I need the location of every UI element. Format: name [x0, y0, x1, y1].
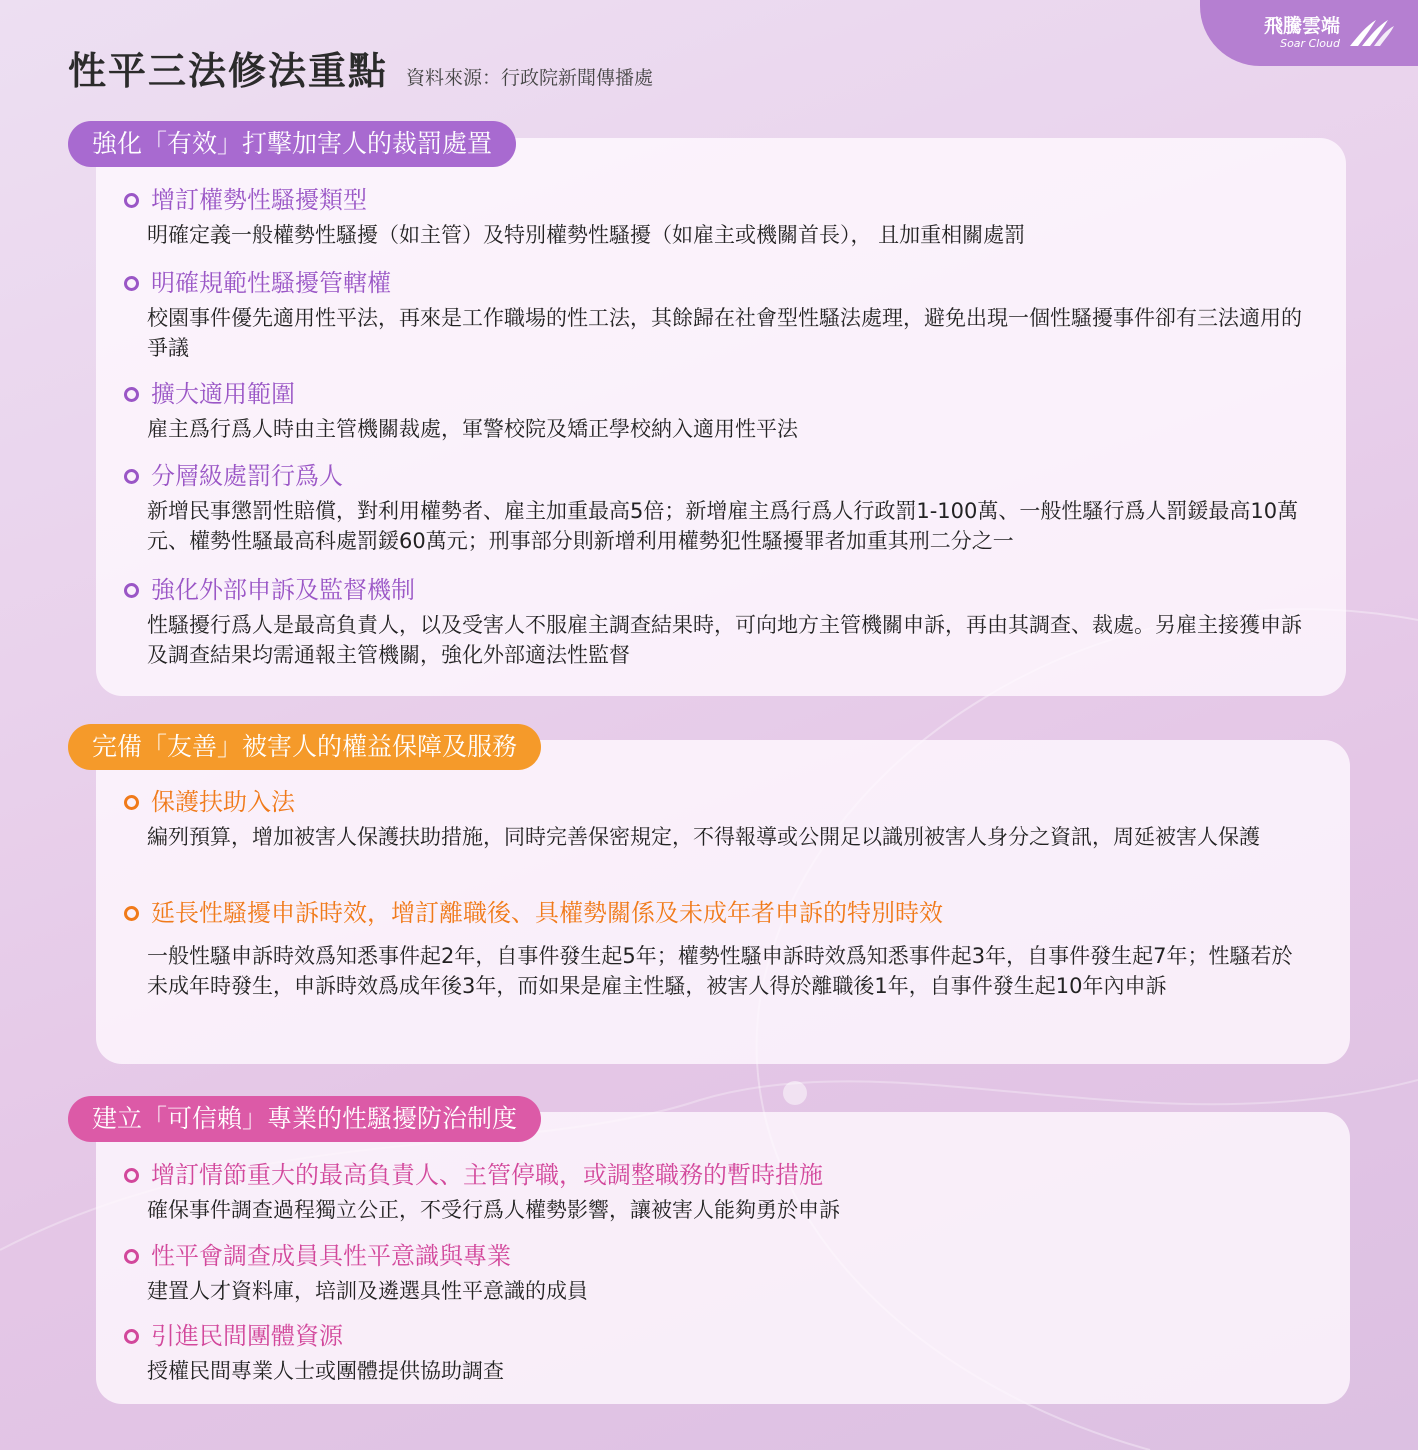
list-item — [124, 378, 1308, 444]
item-body: 新增民事懲罰性賠償，對利用權勢者、雇主加重最高5倍；新增雇主爲行爲人行政罰1-100萬、一般性騷行爲人罰鍰最高10萬元、權勢性騷最高科處罰鍰60萬元；刑事部分則新增利用權勢犯性騷擾罪者加重其刑二分之一 — [147, 499, 1299, 553]
item-heading: 延長性騷擾申訴時效，增訂離職後、具權勢關係及未成年者申訴的特別時效 — [151, 899, 943, 927]
circle-bullet-icon — [124, 469, 139, 484]
item-body: 校園事件優先適用性平法，再來是工作職場的性工法，其餘歸在社會型性騷法處理，避免出現一個性騷擾事件卻有三法適用的爭議 — [147, 306, 1302, 360]
list-item — [124, 1320, 1308, 1386]
list-item — [124, 267, 1308, 363]
circle-bullet-icon — [124, 795, 139, 810]
section-title-1: 強化「有效」打擊加害人的裁罰處置 — [68, 121, 516, 167]
item-body: 授權民間專業人士或團體提供協助調查 — [147, 1359, 504, 1383]
list-item — [124, 1240, 1308, 1306]
logo-sub: Soar Cloud — [1280, 37, 1340, 50]
list-item — [124, 574, 1308, 670]
circle-bullet-icon — [124, 1168, 139, 1183]
logo-name: 飛騰雲端 — [1263, 15, 1340, 37]
circle-bullet-icon — [124, 583, 139, 598]
circle-bullet-icon — [124, 193, 139, 208]
item-body: 雇主爲行爲人時由主管機關裁處，軍警校院及矯正學校納入適用性平法 — [147, 417, 798, 441]
circle-bullet-icon — [124, 1329, 139, 1344]
list-item — [124, 184, 1308, 250]
page-title: 性平三法修法重點 — [68, 49, 389, 93]
item-heading: 增訂權勢性騷擾類型 — [151, 186, 367, 214]
item-body: 編列預算，增加被害人保護扶助措施，同時完善保密規定，不得報導或公開足以識別被害人身分之資訊，周延被害人保護 — [147, 825, 1260, 849]
source-note: 資料來源：行政院新聞傳播處 — [406, 67, 654, 89]
section-title-2: 完備「友善」被害人的權益保障及服務 — [68, 724, 541, 770]
item-heading: 分層級處罰行爲人 — [151, 462, 343, 490]
item-heading: 性平會調查成員具性平意識與專業 — [151, 1242, 511, 1270]
item-heading: 保護扶助入法 — [151, 788, 295, 816]
list-item — [124, 1159, 1308, 1225]
brand-logo — [1200, 0, 1418, 66]
item-body: 一般性騷申訴時效爲知悉事件起2年，自事件發生起5年；權勢性騷申訴時效爲知悉事件起3年，自事件發生起7年；性騷若於未成年時發生，申訴時效爲成年後3年，而如果是雇主性騷，被害人得於離職後1年，自事件發生起10年內申訴 — [147, 944, 1293, 998]
item-body: 性騷擾行爲人是最高負責人，以及受害人不服雇主調查結果時，可向地方主管機關申訴，再由其調查、裁處。另雇主接獲申訴及調查結果均需通報主管機關，強化外部適法性監督 — [147, 613, 1302, 667]
item-heading: 強化外部申訴及監督機制 — [151, 576, 415, 604]
list-item — [124, 460, 1308, 556]
page-header — [68, 40, 653, 95]
list-item — [124, 786, 1308, 852]
item-heading: 明確規範性騷擾管轄權 — [151, 269, 391, 297]
logo-wings-icon — [1348, 16, 1394, 50]
item-body: 明確定義一般權勢性騷擾（如主管）及特別權勢性騷擾（如雇主或機關首長）， 且加重相關處罰 — [147, 223, 1026, 247]
circle-bullet-icon — [124, 1249, 139, 1264]
item-heading: 引進民間團體資源 — [151, 1322, 343, 1350]
circle-bullet-icon — [124, 906, 139, 921]
item-heading: 擴大適用範圍 — [151, 380, 295, 408]
item-body: 建置人才資料庫，培訓及遴選具性平意識的成員 — [147, 1279, 588, 1303]
circle-bullet-icon — [124, 387, 139, 402]
section-title-3: 建立「可信賴」專業的性騷擾防治制度 — [68, 1096, 541, 1142]
list-item — [124, 897, 1308, 1001]
item-heading: 增訂情節重大的最高負責人、主管停職，或調整職務的暫時措施 — [151, 1161, 823, 1189]
item-body: 確保事件調查過程獨立公正，不受行爲人權勢影響，讓被害人能夠勇於申訴 — [147, 1198, 840, 1222]
circle-bullet-icon — [124, 276, 139, 291]
